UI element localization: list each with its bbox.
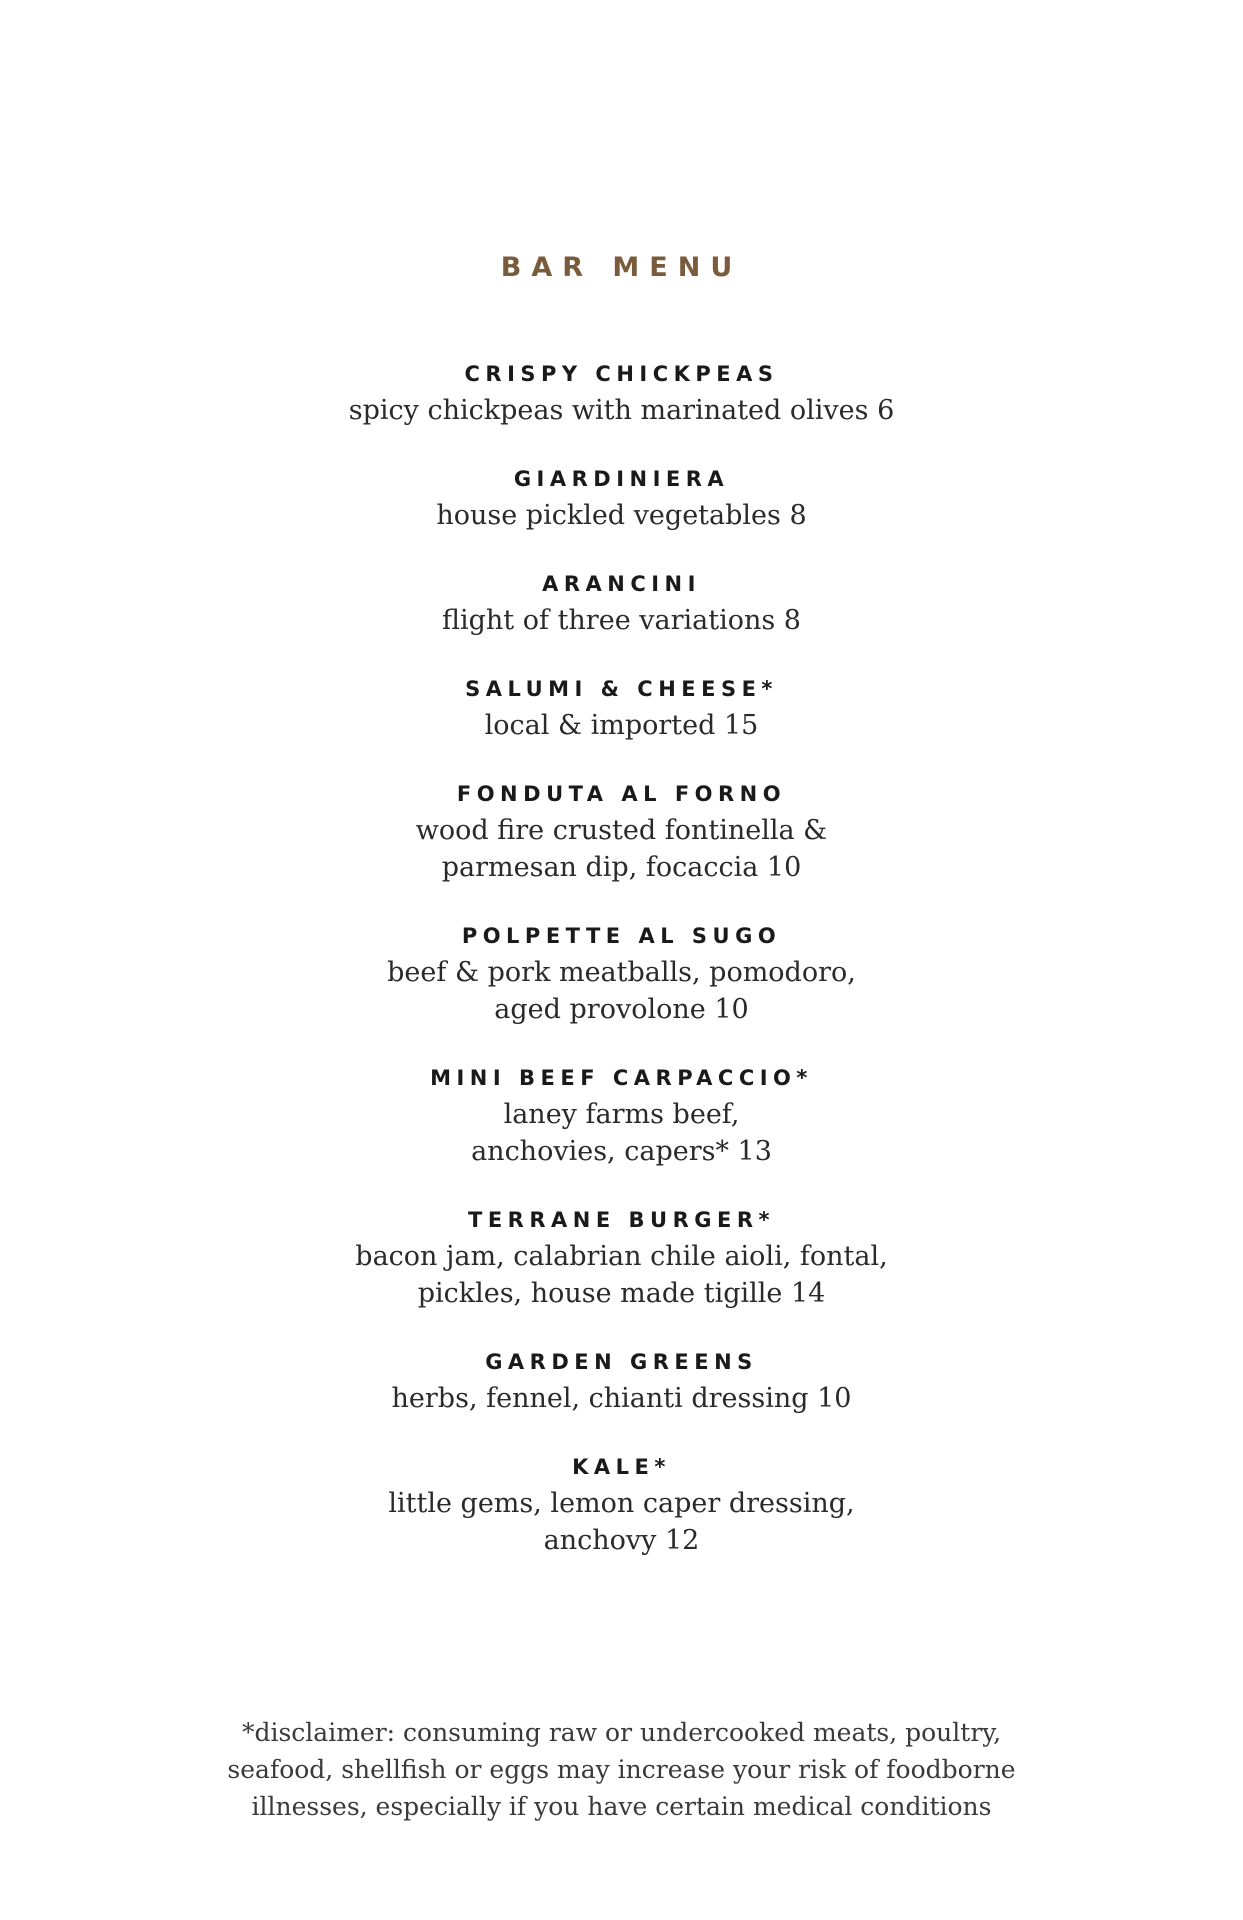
item-description: [0, 602, 1243, 639]
item-name: GARDEN GREENS: [485, 1350, 758, 1374]
menu-item: [0, 675, 1243, 744]
item-description-line: laney farms beef,: [503, 1099, 740, 1130]
item-description-line: aged provolone 10: [494, 994, 749, 1025]
item-description-line: bacon jam, calabrian chile aioli, fontal,: [355, 1241, 888, 1272]
item-description: [0, 1380, 1243, 1417]
disclaimer-line: *disclaimer: consuming raw or undercooked meats, poultry,: [241, 1718, 1002, 1747]
item-name: CRISPY CHICKPEAS: [464, 362, 779, 386]
item-name: POLPETTE AL SUGO: [461, 924, 782, 948]
item-name: SALUMI & CHEESE*: [465, 677, 778, 701]
item-name: MINI BEEF CARPACCIO*: [430, 1066, 813, 1090]
item-description: [0, 1096, 1243, 1170]
menu-title: BAR MENU: [500, 252, 743, 283]
menu-items: [0, 360, 1243, 1595]
menu-item: [0, 1348, 1243, 1417]
item-description: [0, 707, 1243, 744]
item-description-line: pickles, house made tigille 14: [417, 1278, 826, 1309]
menu-item: [0, 780, 1243, 886]
menu-item: [0, 922, 1243, 1028]
item-description: [0, 812, 1243, 886]
item-description: [0, 1238, 1243, 1312]
menu-item: [0, 360, 1243, 429]
item-description-line: herbs, fennel, chianti dressing 10: [391, 1383, 852, 1414]
disclaimer-line: seafood, shellfish or eggs may increase your risk of foodborne: [227, 1755, 1016, 1784]
item-description-line: wood fire crusted fontinella &: [415, 815, 828, 846]
item-name: GIARDINIERA: [513, 467, 730, 491]
menu-item: [0, 465, 1243, 534]
item-description-line: anchovies, capers* 13: [471, 1136, 772, 1167]
item-description-line: little gems, lemon caper dressing,: [388, 1488, 855, 1519]
item-name: TERRANE BURGER*: [468, 1208, 775, 1232]
item-description: [0, 954, 1243, 1028]
item-description-line: house pickled vegetables 8: [436, 500, 807, 531]
item-name: FONDUTA AL FORNO: [456, 782, 787, 806]
item-description-line: spicy chickpeas with marinated olives 6: [348, 395, 895, 426]
menu-item: [0, 1453, 1243, 1559]
menu-item: [0, 1064, 1243, 1170]
item-description-line: parmesan dip, focaccia 10: [441, 852, 802, 883]
item-name: KALE*: [572, 1455, 671, 1479]
item-name: ARANCINI: [542, 572, 701, 596]
item-description-line: beef & pork meatballs, pomodoro,: [387, 957, 856, 988]
menu-item: [0, 1206, 1243, 1312]
item-description: [0, 497, 1243, 534]
disclaimer-line: illnesses, especially if you have certain medical conditions: [251, 1792, 992, 1821]
menu-item: [0, 570, 1243, 639]
item-description-line: local & imported 15: [484, 710, 759, 741]
item-description: [0, 392, 1243, 429]
disclaimer: [0, 1714, 1243, 1825]
item-description: [0, 1485, 1243, 1559]
item-description-line: anchovy 12: [543, 1525, 700, 1556]
item-description-line: flight of three variations 8: [441, 605, 801, 636]
